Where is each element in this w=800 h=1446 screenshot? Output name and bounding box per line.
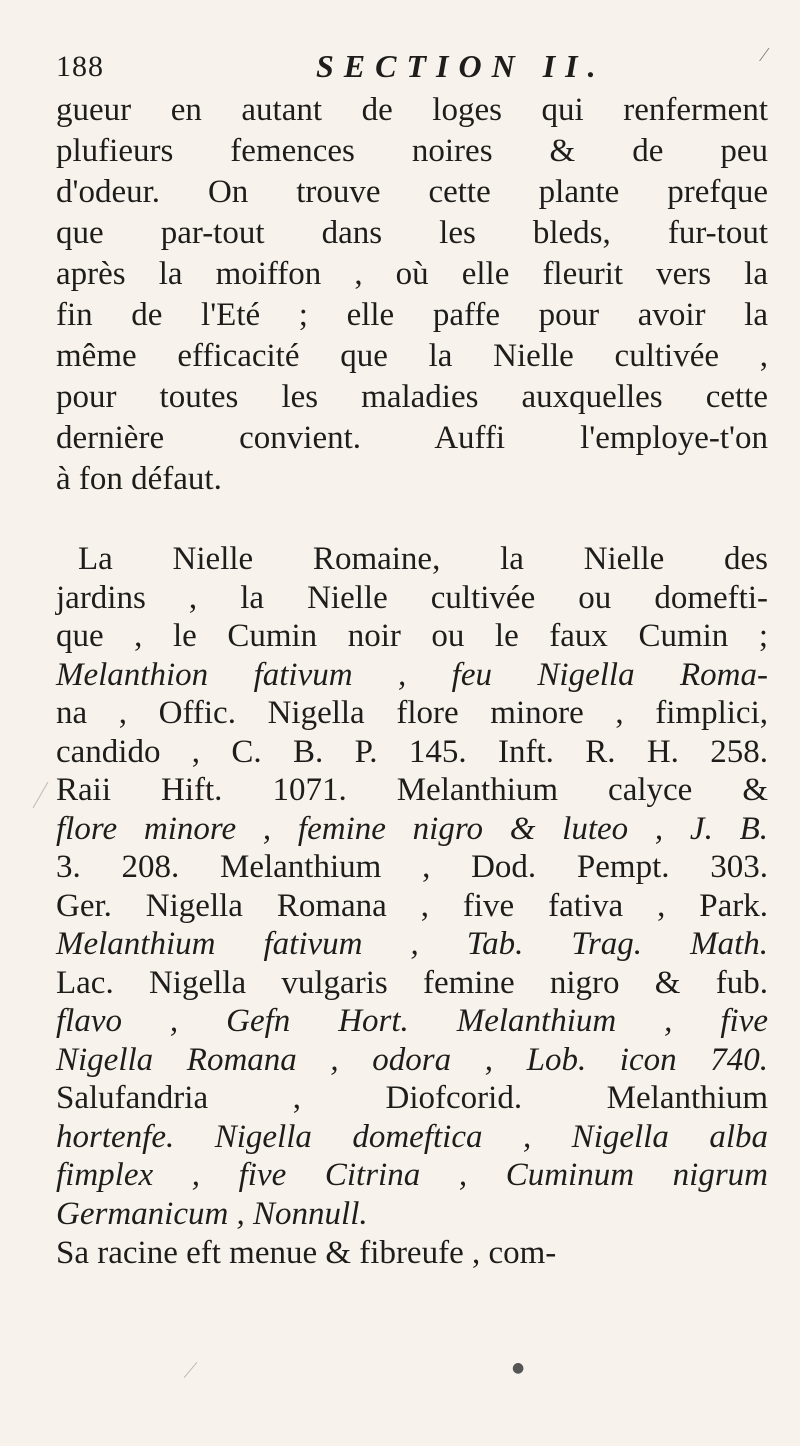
text-line: dernière convient. Auffi l'employe-t'on	[56, 420, 768, 456]
text-line: na , Offic. Nigella flore minore , fimplici,	[56, 695, 768, 731]
paragraph-1	[56, 90, 768, 500]
text-line: fin de l'Eté ; elle paffe pour avoir la	[56, 297, 768, 333]
catchline: Sa racine eft menue & fibreufe , com-	[56, 1235, 557, 1271]
margin-mark	[184, 1362, 198, 1378]
page-number: 188	[56, 50, 104, 83]
text-line: flore minore , femine nigro & luteo , J. B.	[56, 810, 768, 847]
page-header	[56, 44, 766, 94]
margin-mark	[33, 782, 49, 808]
text-line: plufieurs femences noires & de peu	[56, 133, 768, 169]
text-line: Salufandria , Diofcorid. Melanthium	[56, 1080, 768, 1116]
text-line: d'odeur. On trouve cette plante prefque	[56, 174, 768, 210]
corner-mark: ⁄	[762, 44, 766, 66]
text-line: après la moiffon , où elle fleurit vers la	[56, 256, 768, 292]
paragraph-gap	[56, 500, 768, 540]
text-line: pour toutes les maladies auxquelles cette	[56, 379, 768, 415]
text-line: même efficacité que la Nielle cultivée ,	[56, 338, 768, 374]
text-line: fimplex , five Citrina , Cuminum nigrum	[56, 1157, 768, 1193]
text-line: gueur en autant de loges qui renferment	[56, 92, 768, 128]
text-line: Ger. Nigella Romana , five fativa , Park.	[56, 887, 768, 924]
running-head: SECTION II.	[316, 48, 606, 84]
paragraph-2	[56, 540, 768, 1233]
ink-spot-icon: ●	[512, 1360, 525, 1376]
text-line: 3. 208. Melanthium , Dod. Pempt. 303.	[56, 849, 768, 885]
text-line: à fon défaut.	[56, 461, 222, 497]
text-line: hortenfe. Nigella domeftica , Nigella alba	[56, 1118, 768, 1155]
text-line: Melanthion fativum , feu Nigella Roma-	[56, 656, 768, 693]
text-line: Lac. Nigella vulgaris femine nigro & fub.	[56, 964, 768, 1001]
text-line: Germanicum , Nonnull.	[56, 1195, 368, 1232]
text-line: que par-tout dans les bleds, fur-tout	[56, 215, 768, 251]
text-line: jardins , la Nielle cultivée ou domefti-	[56, 579, 768, 616]
text-line: candido , C. B. P. 145. Inft. R. H. 258.	[56, 733, 768, 770]
text-line: Nigella Romana , odora , Lob. icon 740.	[56, 1041, 768, 1078]
text-line: Melanthium fativum , Tab. Trag. Math.	[56, 926, 768, 962]
text-line: La Nielle Romaine, la Nielle des	[78, 541, 768, 577]
text-line: Raii Hift. 1071. Melanthium calyce &	[56, 772, 768, 808]
text-line: que , le Cumin noir ou le faux Cumin ;	[56, 618, 768, 654]
body-text	[56, 90, 768, 1274]
text-line: flavo , Gefn Hort. Melanthium , five	[56, 1003, 768, 1039]
